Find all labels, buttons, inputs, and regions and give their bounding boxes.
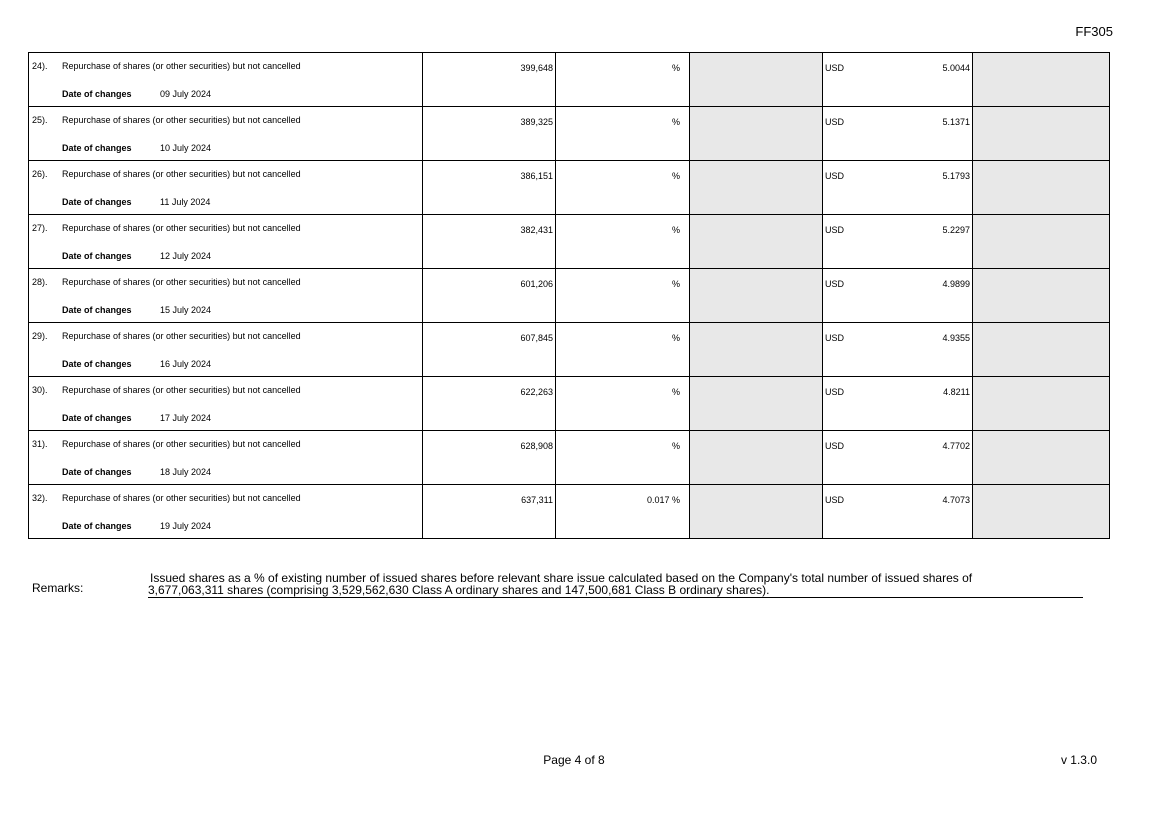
description-cell: [29, 377, 423, 431]
shaded-cell: [690, 107, 823, 161]
remarks-line-2: 3,677,063,311 shares (comprising 3,529,562,630 Class A ordinary shares and 147,500,681 Class B ordinary shares).: [148, 583, 770, 597]
date-of-changes-label: Date of changes: [62, 521, 132, 531]
shaded-cell: [973, 161, 1110, 215]
shaded-cell: [973, 323, 1110, 377]
table-row: [29, 485, 1110, 539]
number-of-shares: 628,908: [520, 441, 553, 451]
remarks-line-1: Issued shares as a % of existing number of issued shares before relevant share issue calculated based on the Company's total number of issued shares of: [150, 571, 973, 585]
date-of-changes-label: Date of changes: [62, 413, 132, 423]
percent-of-issued-shares: %: [671, 333, 680, 343]
row-index: 26).: [32, 169, 48, 179]
shaded-cell: [690, 431, 823, 485]
price-per-share: 4.7073: [942, 495, 970, 505]
price-per-share: 4.7702: [942, 441, 970, 451]
percent-of-issued-shares: %: [671, 441, 680, 451]
price-cell: [823, 431, 973, 485]
form-code: FF305: [1075, 24, 1113, 39]
price-per-share: 5.1371: [942, 117, 970, 127]
percent-of-issued-shares: %: [671, 63, 680, 73]
row-description: Repurchase of shares (or other securities) but not cancelled: [62, 61, 301, 71]
shares-cell: [423, 485, 556, 539]
shaded-cell: [973, 431, 1110, 485]
date-of-changes-label: Date of changes: [62, 251, 132, 261]
row-description: Repurchase of shares (or other securities) but not cancelled: [62, 493, 301, 503]
row-index: 24).: [32, 61, 48, 71]
percent-cell: [556, 107, 690, 161]
description-cell: [29, 53, 423, 107]
currency: USD: [825, 225, 845, 235]
shares-cell: [423, 107, 556, 161]
date-of-changes-value: 16 July 2024: [160, 359, 212, 369]
description-cell: [29, 485, 423, 539]
number-of-shares: 607,845: [520, 333, 553, 343]
row-description: Repurchase of shares (or other securities) but not cancelled: [62, 439, 301, 449]
percent-of-issued-shares: %: [671, 171, 680, 181]
date-of-changes-value: 19 July 2024: [160, 521, 212, 531]
date-of-changes-label: Date of changes: [62, 89, 132, 99]
shaded-cell: [690, 485, 823, 539]
percent-cell: [556, 53, 690, 107]
price-cell: [823, 485, 973, 539]
number-of-shares: 622,263: [520, 387, 553, 397]
row-description: Repurchase of shares (or other securities) but not cancelled: [62, 331, 301, 341]
price-per-share: 4.9899: [942, 279, 970, 289]
row-description: Repurchase of shares (or other securities) but not cancelled: [62, 169, 301, 179]
price-per-share: 4.9355: [942, 333, 970, 343]
currency: USD: [825, 495, 845, 505]
percent-of-issued-shares: %: [671, 117, 680, 127]
row-description: Repurchase of shares (or other securities) but not cancelled: [62, 115, 301, 125]
shaded-cell: [973, 53, 1110, 107]
table-row: [29, 107, 1110, 161]
row-index: 25).: [32, 115, 48, 125]
currency: USD: [825, 63, 845, 73]
shares-cell: [423, 215, 556, 269]
remarks-text: [148, 572, 1083, 598]
row-description: Repurchase of shares (or other securities) but not cancelled: [62, 277, 301, 287]
shares-cell: [423, 431, 556, 485]
share-repurchase-table: [28, 52, 1110, 539]
number-of-shares: 637,311: [521, 495, 553, 505]
price-cell: [823, 215, 973, 269]
row-index: 30).: [32, 385, 48, 395]
currency: USD: [825, 279, 845, 289]
table-row: [29, 53, 1110, 107]
description-cell: [29, 269, 423, 323]
description-cell: [29, 215, 423, 269]
price-cell: [823, 377, 973, 431]
shares-cell: [423, 377, 556, 431]
row-description: Repurchase of shares (or other securities) but not cancelled: [62, 385, 301, 395]
page-number: Page 4 of 8: [543, 753, 605, 767]
shaded-cell: [973, 107, 1110, 161]
shaded-cell: [973, 269, 1110, 323]
date-of-changes-value: 09 July 2024: [160, 89, 212, 99]
percent-cell: [556, 377, 690, 431]
currency: USD: [825, 171, 845, 181]
number-of-shares: 399,648: [520, 63, 553, 73]
description-cell: [29, 161, 423, 215]
table-row: [29, 161, 1110, 215]
percent-cell: [556, 485, 690, 539]
row-index: 29).: [32, 331, 48, 341]
shaded-cell: [690, 377, 823, 431]
table-row: [29, 431, 1110, 485]
table-row: [29, 269, 1110, 323]
price-cell: [823, 161, 973, 215]
price-cell: [823, 323, 973, 377]
currency: USD: [825, 441, 845, 451]
row-index: 27).: [32, 223, 48, 233]
date-of-changes-label: Date of changes: [62, 143, 132, 153]
shares-cell: [423, 53, 556, 107]
shares-cell: [423, 269, 556, 323]
row-description: Repurchase of shares (or other securities) but not cancelled: [62, 223, 301, 233]
shares-cell: [423, 161, 556, 215]
percent-cell: [556, 215, 690, 269]
price-cell: [823, 53, 973, 107]
date-of-changes-value: 11 July 2024: [160, 197, 211, 207]
shaded-cell: [690, 323, 823, 377]
table-row: [29, 215, 1110, 269]
date-of-changes-value: 17 July 2024: [160, 413, 212, 423]
row-index: 28).: [32, 277, 48, 287]
remarks-label: Remarks:: [32, 581, 84, 595]
number-of-shares: 382,431: [520, 225, 553, 235]
shaded-cell: [690, 53, 823, 107]
price-per-share: 5.2297: [942, 225, 970, 235]
shares-cell: [423, 323, 556, 377]
date-of-changes-value: 10 July 2024: [160, 143, 212, 153]
date-of-changes-label: Date of changes: [62, 467, 132, 477]
date-of-changes-label: Date of changes: [62, 197, 132, 207]
percent-cell: [556, 431, 690, 485]
currency: USD: [825, 387, 845, 397]
percent-cell: [556, 269, 690, 323]
price-cell: [823, 269, 973, 323]
date-of-changes-value: 18 July 2024: [160, 467, 212, 477]
date-of-changes-label: Date of changes: [62, 359, 132, 369]
percent-of-issued-shares: %: [671, 387, 680, 397]
shaded-cell: [973, 377, 1110, 431]
shaded-cell: [690, 161, 823, 215]
shaded-cell: [973, 485, 1110, 539]
price-per-share: 5.0044: [942, 63, 970, 73]
price-per-share: 4.8211: [943, 387, 970, 397]
percent-cell: [556, 161, 690, 215]
price-per-share: 5.1793: [942, 171, 970, 181]
shaded-cell: [973, 215, 1110, 269]
description-cell: [29, 431, 423, 485]
table-row: [29, 323, 1110, 377]
date-of-changes-value: 12 July 2024: [160, 251, 212, 261]
percent-of-issued-shares: %: [671, 225, 680, 235]
description-cell: [29, 323, 423, 377]
currency: USD: [825, 117, 845, 127]
number-of-shares: 389,325: [520, 117, 553, 127]
number-of-shares: 386,151: [520, 171, 553, 181]
percent-cell: [556, 323, 690, 377]
date-of-changes-label: Date of changes: [62, 305, 132, 315]
shaded-cell: [690, 215, 823, 269]
percent-of-issued-shares: %: [671, 279, 680, 289]
percent-of-issued-shares: 0.017 %: [646, 495, 680, 505]
row-index: 32).: [32, 493, 48, 503]
currency: USD: [825, 333, 845, 343]
version-label: v 1.3.0: [1060, 753, 1097, 767]
price-cell: [823, 107, 973, 161]
number-of-shares: 601,206: [520, 279, 553, 289]
date-of-changes-value: 15 July 2024: [160, 305, 212, 315]
row-index: 31).: [32, 439, 48, 449]
description-cell: [29, 107, 423, 161]
shaded-cell: [690, 269, 823, 323]
table-row: [29, 377, 1110, 431]
